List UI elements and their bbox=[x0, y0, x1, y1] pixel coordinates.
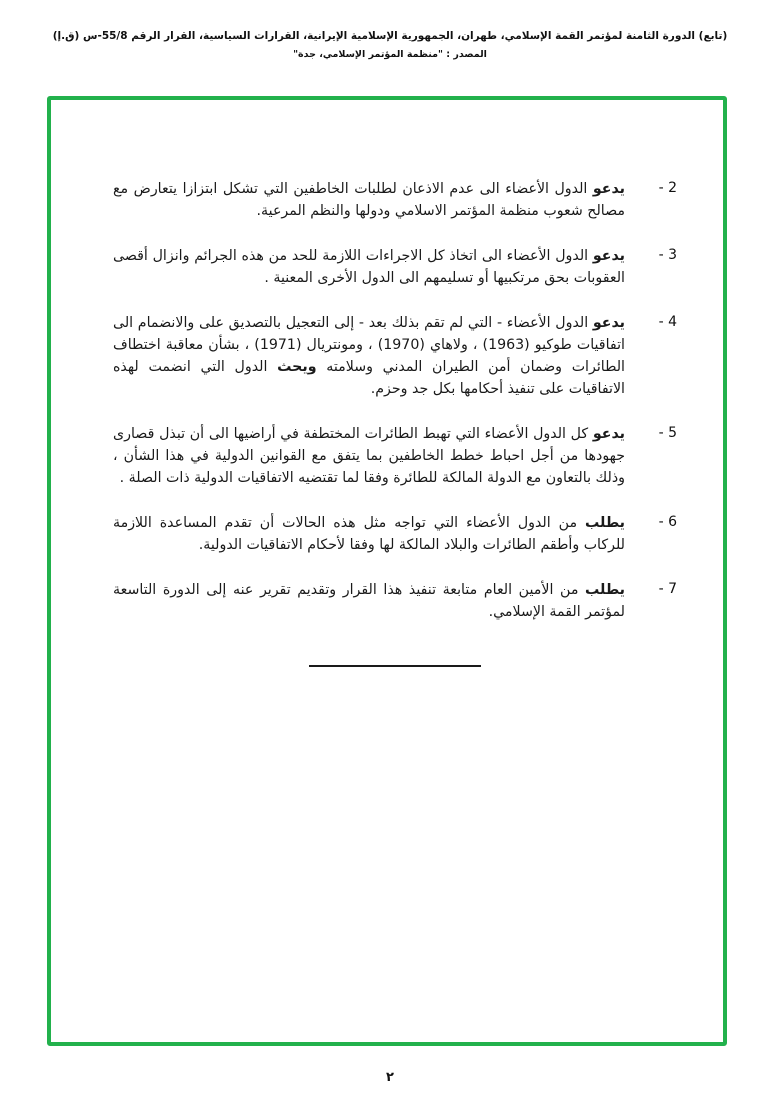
item-text bbox=[113, 178, 625, 222]
item-text bbox=[113, 312, 625, 400]
item-number: - 6 bbox=[658, 514, 677, 530]
item-text-segment: كل الدول الأعضاء التي تهبط الطائرات المختطفة في أراضيها الى أن تبذل قصارى جهودها من أجل احباط خطط الخاطفين بما يتفق مع القوانين الدولية في هذا الشأن ، وذلك بالتعاون مع الدولة المالكة للطائرة وفقا لما تقتضيه الاتفاقيات الدولية ذات الصلة . bbox=[113, 426, 625, 486]
item-lead-word: يدعو bbox=[592, 248, 625, 264]
item-lead-word: يطلب bbox=[585, 582, 625, 598]
items-list bbox=[113, 178, 677, 623]
item-lead-word: ويحث bbox=[277, 359, 317, 375]
item-text bbox=[113, 579, 625, 623]
resolution-item bbox=[113, 245, 677, 289]
closing-divider bbox=[309, 665, 481, 667]
header-reference-line: (تابع) الدورة الثامنة لمؤتمر القمة الإسلامي، طهران، الجمهورية الإسلامية الإيرانية، القرارات السياسية، القرار الرقم 55/8-س (ق.إ) bbox=[52, 30, 728, 42]
item-text bbox=[113, 512, 625, 556]
resolution-item bbox=[113, 423, 677, 489]
page-number: ٢ bbox=[386, 1070, 394, 1085]
item-text bbox=[113, 245, 625, 289]
item-number: - 7 bbox=[658, 581, 677, 597]
resolution-item bbox=[113, 312, 677, 400]
header-source-line: المصدر : "منظمة المؤتمر الإسلامي، جدة" bbox=[293, 49, 487, 60]
item-text-segment: من الأمين العام متابعة تنفيذ هذا القرار وتقديم تقرير عنه إلى الدورة التاسعة لمؤتمر القمة الإسلامي. bbox=[113, 582, 625, 620]
item-lead-word: يدعو bbox=[592, 181, 625, 197]
item-text-segment: الدول الأعضاء الى عدم الاذعان لطلبات الخاطفين التي تشكل ابتزازا يتعارض مع مصالح شعوب منظمة المؤتمر الاسلامي ودولها والنظم المرعية. bbox=[113, 181, 625, 219]
item-lead-word: يدعو bbox=[592, 315, 625, 331]
item-text-segment: الدول الأعضاء - التي لم تقم بذلك بعد - إلى التعجيل بالتصديق على والانضمام الى اتفاقيات طوكيو (1963) ، ولاهاي (1970) ، ومونتريال (1971) ، بشأن معاقبة اختطاف الطائرات وضمان أمن الطيران المدني وسلامته bbox=[113, 315, 625, 375]
resolution-body bbox=[51, 100, 723, 667]
item-lead-word: يدعو bbox=[592, 426, 625, 442]
item-number: - 2 bbox=[658, 180, 677, 196]
green-frame bbox=[47, 96, 727, 1046]
resolution-item bbox=[113, 579, 677, 623]
item-text-segment: الدول التي انضمت لهذه الاتفاقيات على تنفيذ أحكامها بكل جد وحزم. bbox=[113, 359, 625, 397]
item-number: - 5 bbox=[658, 425, 677, 441]
item-lead-word: يطلب bbox=[585, 515, 625, 531]
document-header bbox=[30, 30, 750, 60]
item-text-segment: الدول الأعضاء الى اتخاذ كل الاجراءات اللازمة للحد من هذه الجرائم وانزال أقصى العقوبات بحق مرتكبيها أو تسليمهم الى الدول الأخرى المعنية . bbox=[113, 248, 625, 286]
item-text-segment: من الدول الأعضاء التي تواجه مثل هذه الحالات أن تقدم المساعدة اللازمة للركاب وأطقم الطائرات والبلاد المالكة لها وفقا لأحكام الاتفاقيات الدولية. bbox=[113, 515, 625, 553]
item-number: - 4 bbox=[658, 314, 677, 330]
resolution-item bbox=[113, 178, 677, 222]
item-number: - 3 bbox=[658, 247, 677, 263]
item-text bbox=[113, 423, 625, 489]
resolution-item bbox=[113, 512, 677, 556]
